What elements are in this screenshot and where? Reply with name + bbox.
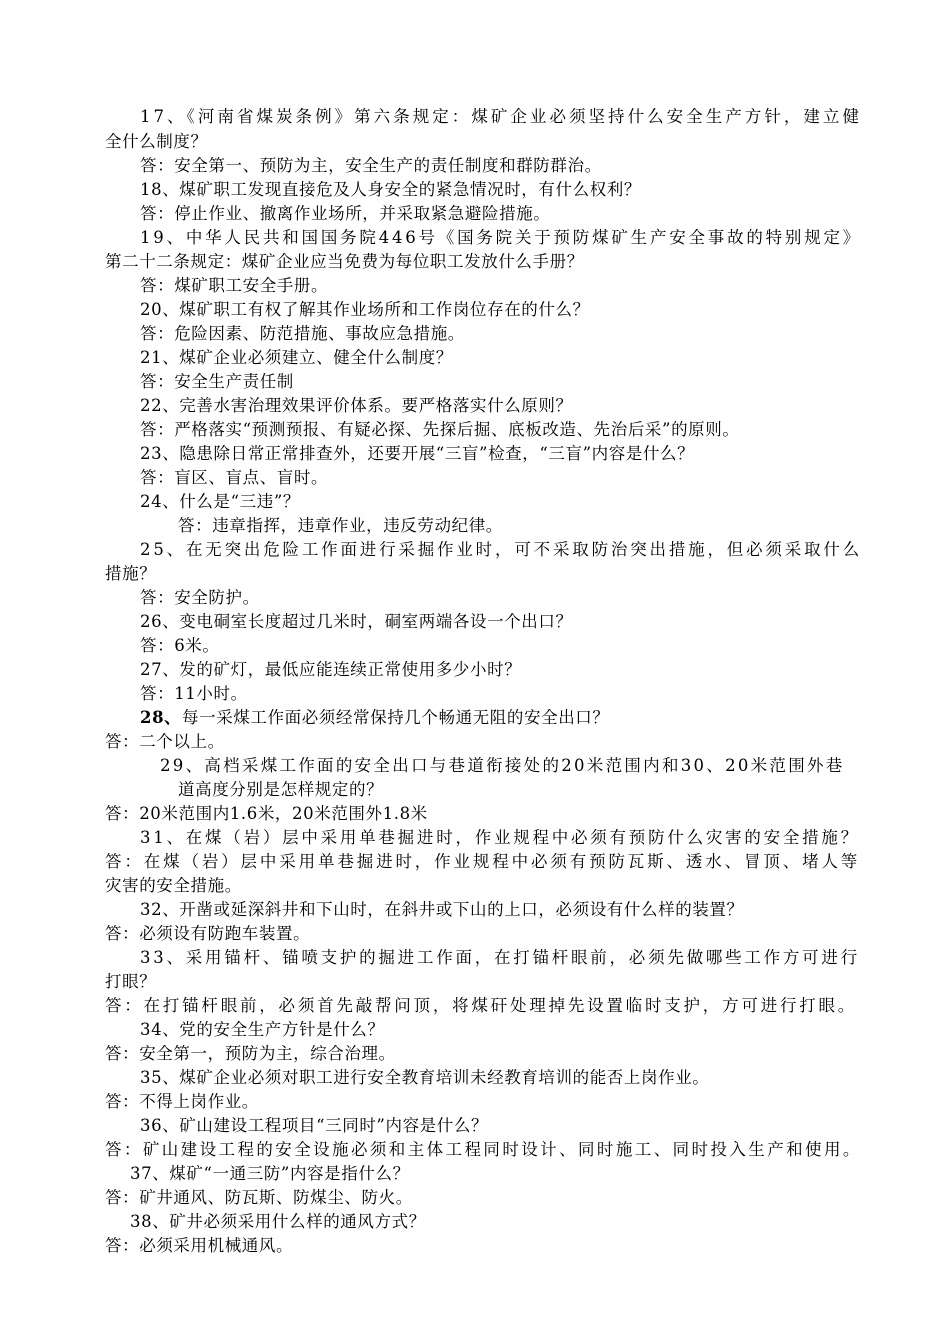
answer-line: 答：11小时。 <box>140 684 248 703</box>
question-line: 32、开凿或延深斜井和下山时，在斜井或下山的上口，必须设有什么样的装置？ <box>140 900 744 919</box>
question-line: 34、党的安全生产方针是什么？ <box>140 1020 385 1039</box>
question-line: 29、高档采煤工作面的安全出口与巷道衔接处的20米范围内和30、20米范围外巷 <box>160 756 845 775</box>
question-line: 17、《河南省煤炭条例》第六条规定：煤矿企业必须坚持什么安全生产方针，建立健 <box>140 107 862 126</box>
question-line: 26、变电硐室长度超过几米时，硐室两端各设一个出口？ <box>140 612 573 631</box>
question-line: 33、采用锚杆、锚喷支护的掘进工作面，在打锚杆眼前，必须先做哪些工作方可进行 <box>140 948 860 967</box>
question-line: 38、矿井必须采用什么样的通风方式？ <box>130 1212 426 1231</box>
question-line: 21、煤矿企业必须建立、健全什么制度？ <box>140 348 453 367</box>
answer-line: 答：盲区、盲点、盲时。 <box>140 468 329 487</box>
answer-line: 答：必须设有防跑车装置。 <box>105 924 311 943</box>
answer-line: 答：安全第一，预防为主，综合治理。 <box>105 1044 396 1063</box>
question-line: 25、在无突出危险工作面进行采掘作业时，可不采取防治突出措施，但必须采取什么 <box>140 540 863 559</box>
question-line: 18、煤矿职工发现直接危及人身安全的紧急情况时，有什么权利？ <box>140 180 641 199</box>
answer-line: 答：安全第一、预防为主，安全生产的责任制度和群防群治。 <box>140 156 602 175</box>
answer-line: 答：矿井通风、防瓦斯、防煤尘、防火。 <box>105 1188 413 1207</box>
answer-line: 答：停止作业、撤离作业场所，并采取紧急避险措施。 <box>140 204 551 223</box>
question-line: 37、煤矿“一通三防”内容是指什么？ <box>130 1164 410 1183</box>
answer-line: 答：必须采用机械通风。 <box>105 1236 294 1255</box>
answer-line: 答：安全生产责任制 <box>140 372 294 391</box>
answer-line: 答：在打锚杆眼前，必须首先敲帮问顶，将煤矸处理掉先设置临时支护，方可进行打眼。 <box>105 996 858 1015</box>
question-line: 第二十二条规定：煤矿企业应当免费为每位职工发放什么手册？ <box>105 252 584 271</box>
question-line: 每一采煤工作面必须经常保持几个畅通无阻的安全出口？ <box>182 708 610 727</box>
answer-line: 答：危险因素、防范措施、事故应急措施。 <box>140 324 465 343</box>
question-line: 27、发的矿灯，最低应能连续正常使用多少小时？ <box>140 660 522 679</box>
question-line: 36、矿山建设工程项目“三同时”内容是什么？ <box>140 1116 489 1135</box>
answer-line: 答：20米范围内1.6米，20米范围外1.8米 <box>105 804 428 823</box>
question-line: 35、煤矿企业必须对职工进行安全教育培训未经教育培训的能否上岗作业。 <box>140 1068 710 1087</box>
answer-line: 答：严格落实“预测预报、有疑必探、先探后掘、底板改造、先治后采”的原则。 <box>140 420 740 439</box>
answer-line: 答：煤矿职工安全手册。 <box>140 276 329 295</box>
question-line: 23、隐患除日常正常排查外，还要开展“三盲”检查，“三盲”内容是什么？ <box>140 444 695 463</box>
question-line: 20、煤矿职工有权了解其作业场所和工作岗位存在的什么？ <box>140 300 590 319</box>
question-line: 28、 <box>140 708 182 727</box>
answer-line: 答：矿山建设工程的安全设施必须和主体工程同时设计、同时施工、同时投入生产和使用。 <box>105 1140 862 1159</box>
answer-line: 答：违章指挥，违章作业，违反劳动纪律。 <box>178 516 503 535</box>
question-line: 打眼？ <box>105 972 157 991</box>
question-line: 灾害的安全措施。 <box>105 876 242 895</box>
question-line: 道高度分别是怎样规定的？ <box>178 780 384 799</box>
question-line: 措施？ <box>105 564 157 583</box>
question-line: 24、什么是“三违”？ <box>140 492 300 511</box>
answer-line: 答：安全防护。 <box>140 588 260 607</box>
answer-line: 答：不得上岗作业。 <box>105 1092 259 1111</box>
question-line: 31、在煤（岩）层中采用单巷掘进时，作业规程中必须有预防什么灾害的安全措施？ <box>140 828 860 847</box>
answer-line: 答：在煤（岩）层中采用单巷掘进时，作业规程中必须有预防瓦斯、透水、冒顶、堵人等 <box>105 852 861 871</box>
answer-line: 答：二个以上。 <box>105 732 225 751</box>
question-line: 22、完善水害治理效果评价体系。要严格落实什么原则？ <box>140 396 573 415</box>
question-line: 19、中华人民共和国国务院446号《国务院关于预防煤矿生产安全事故的特别规定》 <box>140 228 863 247</box>
question-line: 全什么制度？ <box>105 132 208 151</box>
answer-line: 答：6米。 <box>140 636 220 655</box>
